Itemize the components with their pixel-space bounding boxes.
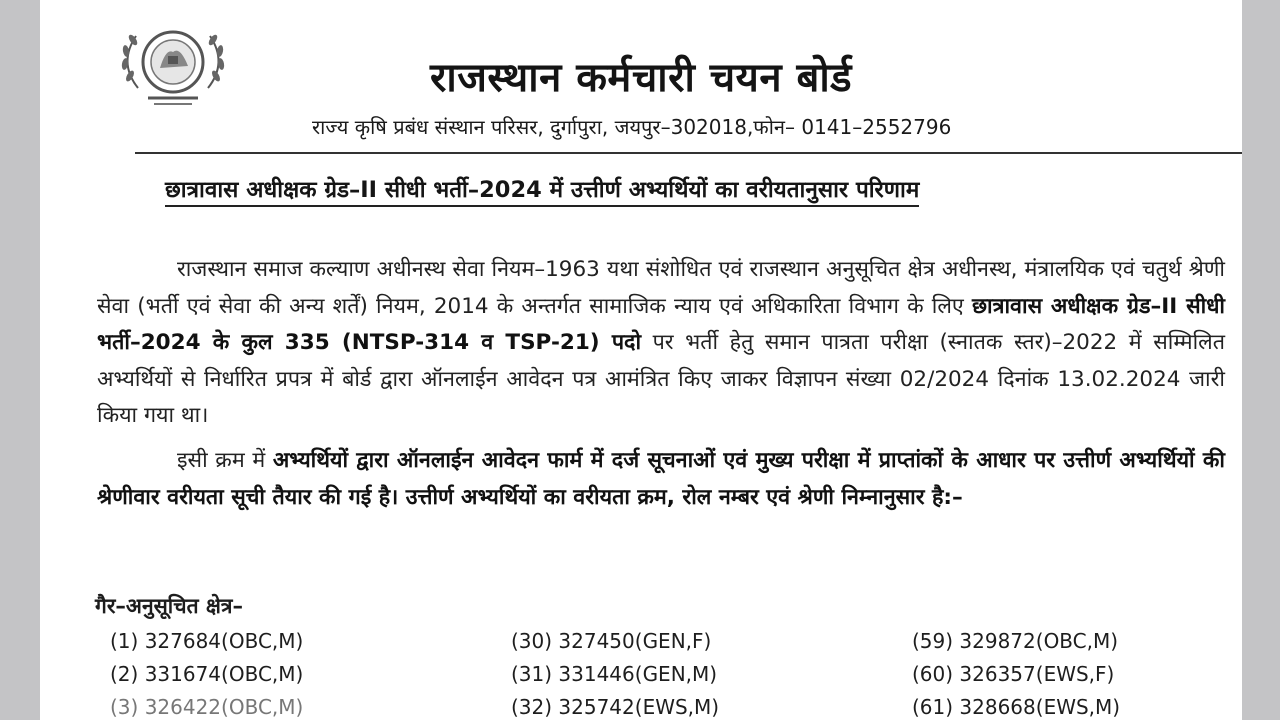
notice-heading: छात्रावास अधीक्षक ग्रेड–II सीधी भर्ती–2024 में उत्तीर्ण अभ्यर्थियों का वरीयतानुसार परिणाम <box>165 173 919 207</box>
intro-paragraph <box>97 252 1225 435</box>
result-entry: (30) 327450(GEN,F) <box>511 629 712 653</box>
board-emblem-icon <box>108 18 238 114</box>
result-entry: (59) 329872(OBC,M) <box>912 629 1119 653</box>
section-label: गैर–अनुसूचित क्षेत्र– <box>95 594 244 618</box>
intro-text-start: राजस्थान समाज कल्याण अधीनस्थ सेवा नियम–1963 यथा संशोधित एवं राजस्थान अनुसूचित क्षेत्र अधीनस्थ, मंत्रालयिक एवं चतुर्थ श्रेणी सेवा (भर्ती एवं सेवा की अन्य शर्तें) नियम, 2014 के अन्तर्गत सामाजिक न्याय एवं अधिकारिता विभाग के लिए <box>97 257 1225 319</box>
notice-document <box>40 0 1242 720</box>
result-text-bold: अभ्यर्थियों द्वारा ऑनलाईन आवेदन फार्म में दर्ज सूचनाओं एवं मुख्य परीक्षा में प्राप्तांकों के आधार पर उत्तीर्ण अभ्यर्थियों की श्रेणीवार वरीयता सूची तैयार की गई है। उत्तीर्ण अभ्यर्थियों का वरीयता क्रम, रोल नम्बर एवं श्रेणी निम्नानुसार है:– <box>97 448 1225 510</box>
intro-text-end: पर भर्ती हेतु समान पात्रता परीक्षा (स्नातक स्तर)–2022 में सम्मिलित अभ्यर्थियों से निर्धारित प्रपत्र में बोर्ड द्वारा ऑनलाईन आवेदन पत्र आमंत्रित किए जाकर विज्ञापन संख्या 02/2024 दिनांक 13.02.2024 जारी किया गया था। <box>97 330 1225 428</box>
board-address: राज्य कृषि प्रबंध संस्थान परिसर, दुर्गापुरा, जयपुर–302018,फोन– 0141–2552796 <box>312 115 952 139</box>
result-entry: (1) 327684(OBC,M) <box>110 629 304 653</box>
header-divider <box>135 152 1242 154</box>
result-text-start: इसी क्रम में <box>177 448 273 473</box>
result-entry: (2) 331674(OBC,M) <box>110 662 304 686</box>
result-entry: (31) 331446(GEN,M) <box>511 662 718 686</box>
intro-text-bold: छात्रावास अधीक्षक ग्रेड–II सीधी भर्ती–2024 के कुल 335 (NTSP-314 व TSP-21) पदो <box>97 293 1225 355</box>
result-paragraph <box>97 443 1225 516</box>
result-entry: (32) 325742(EWS,M) <box>511 695 720 719</box>
result-entry: (3) 326422(OBC,M) <box>110 695 304 719</box>
result-entry: (60) 326357(EWS,F) <box>912 662 1115 686</box>
board-title: राजस्थान कर्मचारी चयन बोर्ड <box>430 55 853 101</box>
result-entry: (61) 328668(EWS,M) <box>912 695 1121 719</box>
